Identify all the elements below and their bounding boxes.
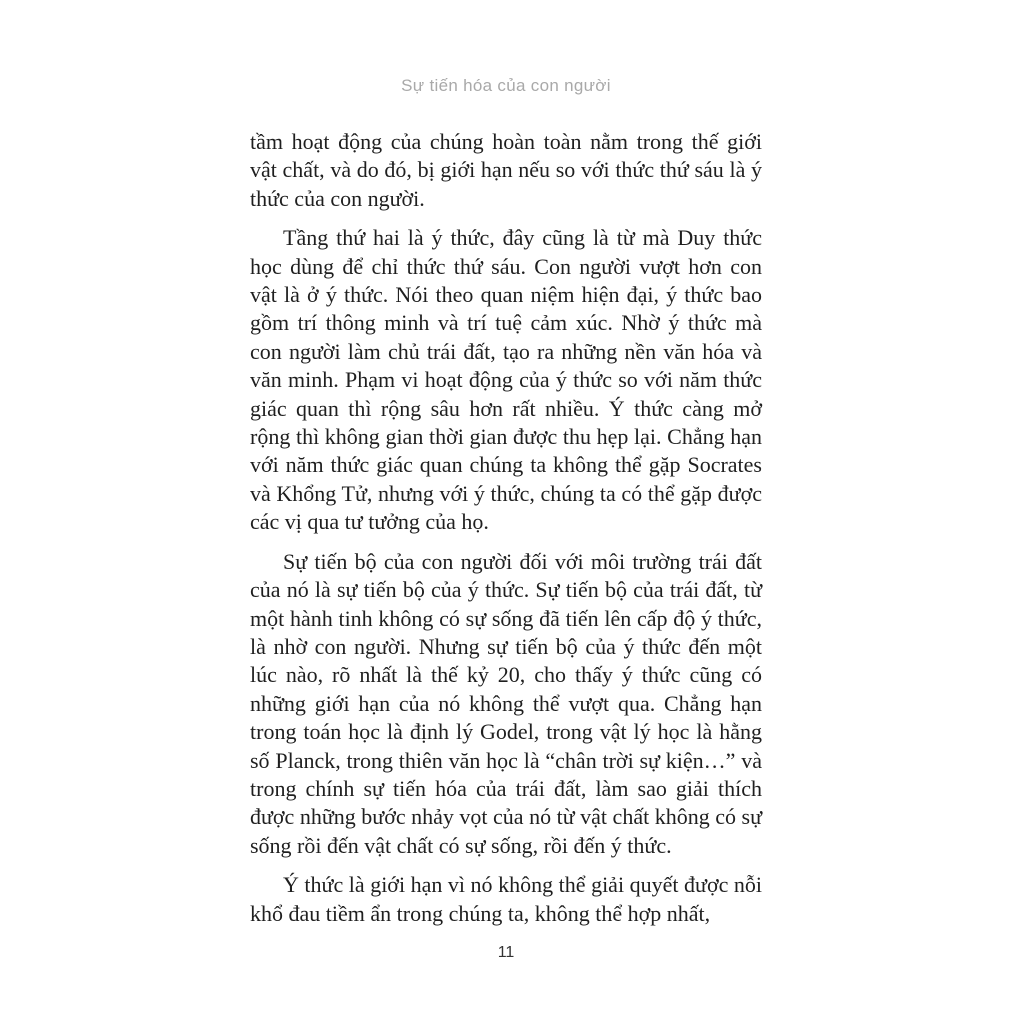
paragraph: Ý thức là giới hạn vì nó không thể giải quyết được nỗi khổ đau tiềm ẩn trong chúng ta, không thể hợp nhất, (250, 872, 762, 926)
paragraph: Sự tiến bộ của con người đối với môi trường trái đất của nó là sự tiến bộ của ý thức. Sự tiến bộ của trái đất, từ một hành tinh không có sự sống đã tiến lên cấp độ ý thức, là nhờ con người. Nhưng sự tiến bộ của ý thức đến một lúc nào, rõ nhất là thế kỷ 20, cho thấy ý thức cũng có những giới hạn của nó không thể vượt qua. Chẳng hạn trong toán học là định lý Godel, trong vật lý học là hằng số Planck, trong thiên văn học là “chân trời sự kiện…” và trong chính sự tiến hóa của trái đất, làm sao giải thích được những bước nhảy vọt của nó từ vật chất không có sự sống rồi đến vật chất có sự sống, rồi đến ý thức. (250, 548, 762, 858)
page-number: 11 (497, 944, 515, 961)
text-block (250, 128, 762, 928)
paragraph: Tầng thứ hai là ý thức, đây cũng là từ mà Duy thức học dùng để chỉ thức thứ sáu. Con người vượt hơn con vật là ở ý thức. Nói theo quan niệm hiện đại, ý thức bao gồm trí thông minh và trí tuệ cảm xúc. Nhờ ý thức mà con người làm chủ trái đất, tạo ra những nền văn hóa và văn minh. Phạm vi hoạt động của ý thức so với năm thức giác quan thì rộng sâu hơn rất nhiều. Ý thức càng mở rộng thì không gian thời gian được thu hẹp lại. Chẳng hạn với năm thức giác quan chúng ta không thể gặp Socrates và Khổng Tử, nhưng với ý thức, chúng ta có thể gặp được các vị qua tư tưởng của họ. (250, 225, 762, 535)
paragraph-continuation: tầm hoạt động của chúng hoàn toàn nằm trong thế giới vật chất, và do đó, bị giới hạn nếu so với thức thứ sáu là ý thức của con người. (250, 129, 762, 211)
running-header: Sự tiến hóa của con người (401, 76, 611, 95)
